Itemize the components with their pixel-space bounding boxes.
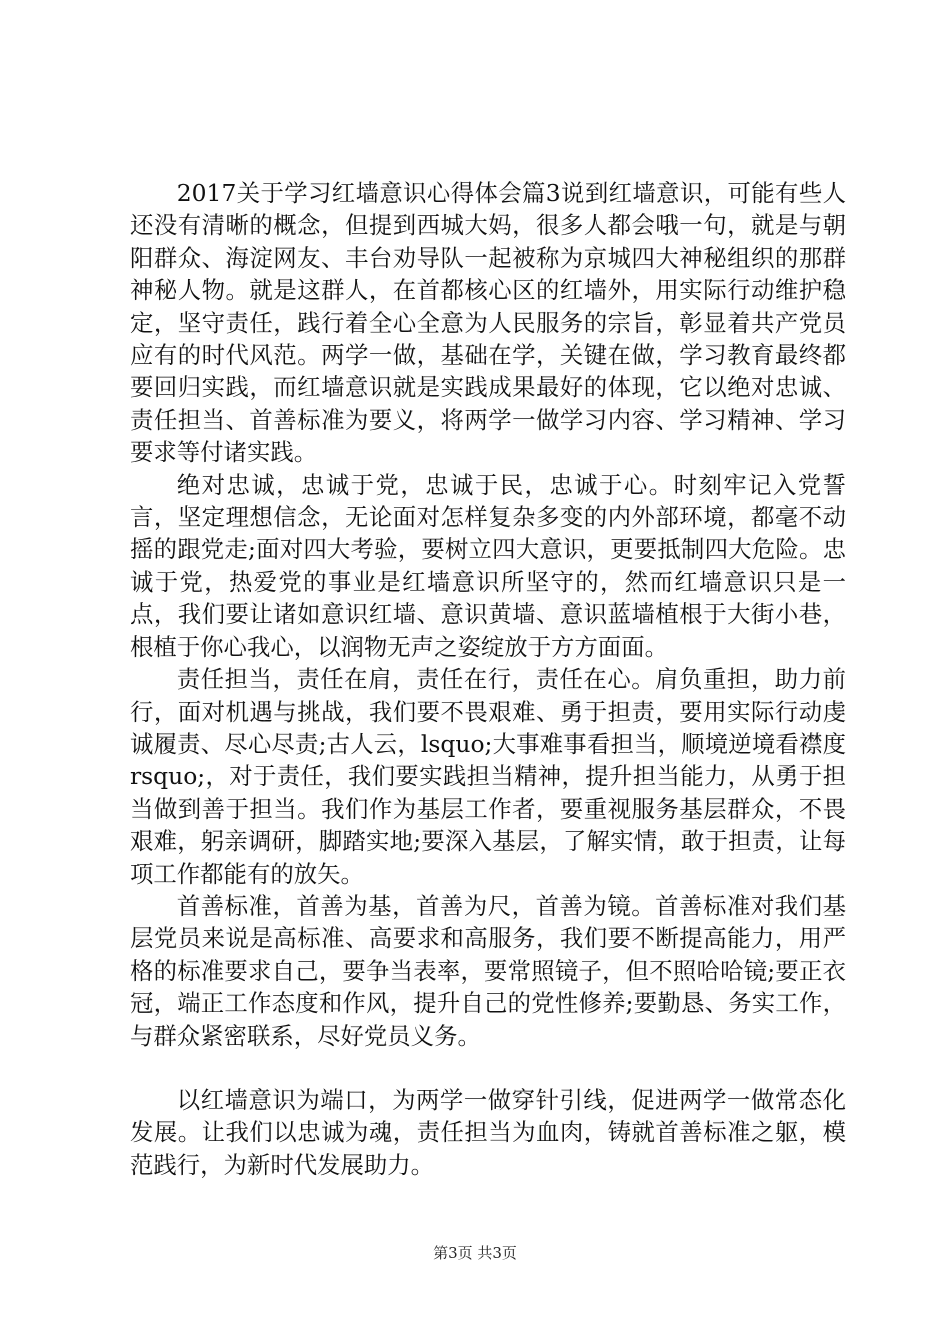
document-body [130,177,846,1181]
page-footer: 第3页 共3页 [433,1244,517,1262]
paragraph-intro: 2017关于学习红墙意识心得体会篇3说到红墙意识，可能有些人还没有清晰的概念，但提到西城大妈，很多人都会哦一句，就是与朝阳群众、海淀网友、丰台劝导队一起被称为京城四大神秘组织的那群神秘人物。就是这群人，在首都核心区的红墙外，用实际行动维护稳定，坚守责任，践行着全心全意为人民服务的宗旨，彰显着共产党员应有的时代风范。两学一做，基础在学，关键在做，学习教育最终都要回归实践，而红墙意识就是实践成果最好的体现，它以绝对忠诚、责任担当、首善标准为要义，将两学一做学习内容、学习精神、学习要求等付诸实践。 [130,179,846,467]
paragraph-responsibility: 责任担当，责任在肩，责任在行，责任在心。肩负重担，助力前行，面对机遇与挑战，我们要不畏艰难、勇于担责，要用实际行动虔诚履责、尽心尽责;古人云，lsquo;大事难事看担当，顺境逆境看襟度rsquo;，对于责任，我们要实践担当精神，提升担当能力，从勇于担当做到善于担当。我们作为基层工作者，要重视服务基层群众，不畏艰难，躬亲调研，脚踏实地;要深入基层，了解实情，敢于担责，让每项工作都能有的放矢。 [130,665,846,888]
paragraph-conclusion: 以红墙意识为端口，为两学一做穿针引线，促进两学一做常态化发展。让我们以忠诚为魂，责任担当为血肉，铸就首善标准之躯，模范践行，为新时代发展助力。 [130,1085,846,1179]
paragraph-loyalty: 绝对忠诚，忠诚于党，忠诚于民，忠诚于心。时刻牢记入党誓言，坚定理想信念，无论面对怎样复杂多变的内外部环境，都毫不动摇的跟党走;面对四大考验，要树立四大意识，更要抵制四大危险。忠诚于党，热爱党的事业是红墙意识所坚守的，然而红墙意识只是一点，我们要让诸如意识红墙、意识黄墙、意识蓝墙植根于大街小巷，根植于你心我心，以润物无声之姿绽放于方方面面。 [130,470,846,661]
paragraph-standard: 首善标准，首善为基，首善为尺，首善为镜。首善标准对我们基层党员来说是高标准、高要求和高服务，我们要不断提高能力，用严格的标准要求自己，要争当表率，要常照镜子，但不照哈哈镜;要正衣冠，端正工作态度和作风，提升自己的党性修养;要勤恳、务实工作，与群众紧密联系，尽好党员义务。 [130,891,846,1050]
